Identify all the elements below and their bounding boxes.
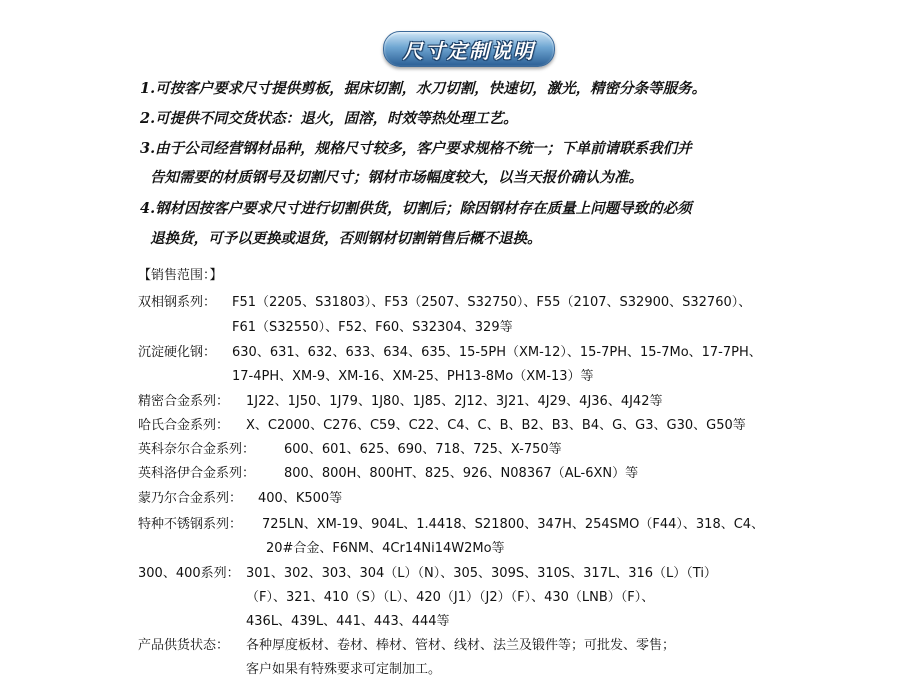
category-line: 17-4PH、XM-9、XM-16、XM-25、PH13-8Mo（XM-13）等 xyxy=(232,369,594,384)
banner-title: 尺寸定制说明 xyxy=(403,38,535,63)
category-line: （F）、321、410（S）（L）、420（J1）（J2）（F）、430（LNB）（F）、 xyxy=(246,590,655,605)
category-line: 20#合金、F6NM、4Cr14Ni14W2Mo等 xyxy=(266,541,505,556)
category-line: 630、631、632、633、634、635、15-5PH（XM-12）、15-7PH、15-7Mo、17-7PH、 xyxy=(232,345,762,360)
category-label: 产品供货状态： xyxy=(138,638,230,653)
category-line: 400、K500等 xyxy=(258,491,343,506)
category-line: 1J22、1J50、1J79、1J80、1J85、2J12、3J21、4J29、4J36、4J42等 xyxy=(246,394,663,409)
note-2: 2.可提供不同交货状态：退火，固溶，时效等热处理工艺。 xyxy=(140,110,518,127)
category-line: 客户如果有特殊要求可定制加工。 xyxy=(246,662,442,677)
category-label: 蒙乃尔合金系列： xyxy=(138,491,243,506)
category-line: 436L、439L、441、443、444等 xyxy=(246,614,450,629)
note-4: 4.钢材因按客户要求尺寸进行切割供货，切割后；除因钢材存在质量上问题导致的必须 xyxy=(140,200,692,217)
note-4-cont: 退换货，可予以更换或退货，否则钢材切割销售后概不退换。 xyxy=(150,230,542,247)
category-label: 300、400系列： xyxy=(138,566,240,581)
category-label: 哈氏合金系列： xyxy=(138,418,230,433)
category-line: 各种厚度板材、卷材、棒材、管材、线材、法兰及锻件等；可批发、零售； xyxy=(246,638,676,653)
title-banner xyxy=(383,31,555,67)
category-label: 精密合金系列： xyxy=(138,394,230,409)
category-line: X、C2000、C276、C59、C22、C4、C、B、B2、B3、B4、G、G3、G30、G50等 xyxy=(246,418,746,433)
category-line: F61（S32550）、F52、F60、S32304、329等 xyxy=(232,320,513,335)
category-line: 725LN、XM-19、904L、1.4418、S21800、347H、254SMO（F44）、318、C4、 xyxy=(262,517,765,532)
category-label: 英科奈尔合金系列： xyxy=(138,442,256,457)
category-line: F51（2205、S31803）、F53（2507、S32750）、F55（2107、S32900、S32760）、 xyxy=(232,295,752,310)
category-line: 301、302、303、304（L）（N）、305、309S、310S、317L、316（L）（Ti） xyxy=(246,566,717,581)
note-1: 1.可按客户要求尺寸提供剪板，据床切割，水刀切割，快速切，激光，精密分条等服务。 xyxy=(140,80,707,97)
sales-heading: 【销售范围：】 xyxy=(138,268,223,283)
category-label: 双相钢系列： xyxy=(138,295,217,310)
category-line: 800、800H、800HT、825、926、N08367（AL-6XN）等 xyxy=(284,466,639,481)
category-label: 英科洛伊合金系列： xyxy=(138,466,256,481)
category-line: 600、601、625、690、718、725、X-750等 xyxy=(284,442,562,457)
note-3: 3.由于公司经营钢材品种，规格尺寸较多，客户要求规格不统一；下单前请联系我们并 xyxy=(140,140,692,157)
category-label: 特种不锈钢系列： xyxy=(138,517,243,532)
note-3-cont: 告知需要的材质钢号及切割尺寸；钢材市场幅度较大，以当天报价确认为准。 xyxy=(150,169,643,186)
category-label: 沉淀硬化钢： xyxy=(138,345,217,360)
